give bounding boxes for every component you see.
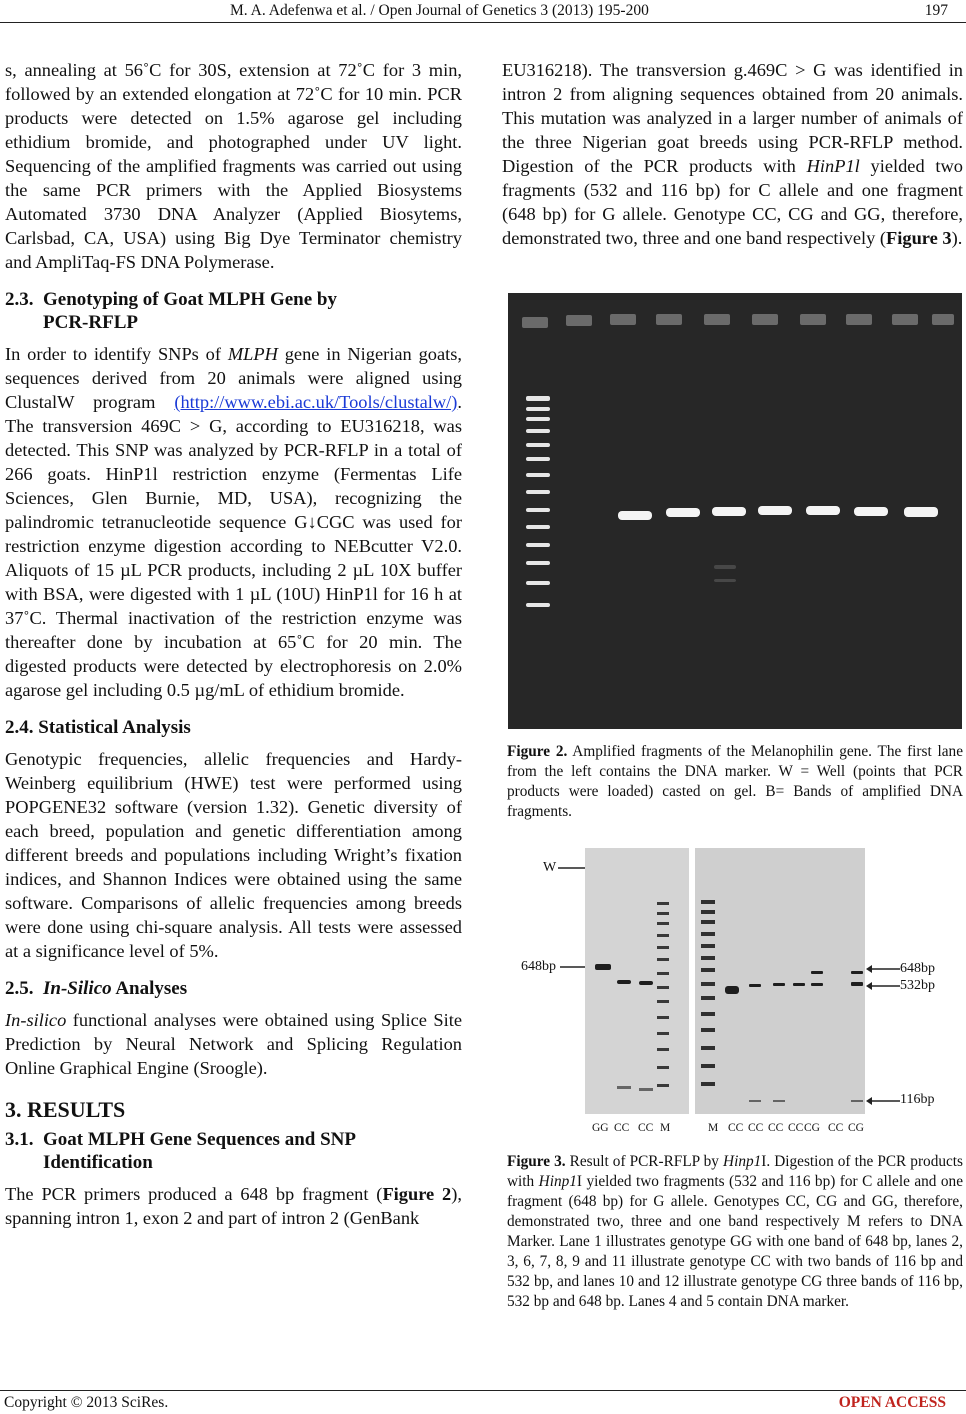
size-label-648-left: 648bp — [521, 959, 556, 974]
clustalw-link[interactable]: (http://www.ebi.ac.uk/Tools/clustalw/) — [174, 392, 458, 412]
left-column — [5, 58, 462, 1230]
size-label-532: 532bp — [900, 978, 935, 993]
page-footer — [0, 1390, 966, 1414]
running-head: M. A. Adefenwa et al. / Open Journal of Genetics 3 (2013) 195-200 — [230, 2, 649, 19]
size-label-648-right: 648bp — [900, 961, 935, 976]
genotype-label: CC — [788, 1122, 804, 1134]
figure-2-gel-image — [508, 293, 962, 729]
size-label-116: 116bp — [900, 1092, 935, 1107]
figure-3-genotype-labels — [592, 1122, 872, 1138]
section-2-3-heading: 2.3. Genotyping of Goat MLPH Gene by PCR-RFLP — [5, 289, 337, 333]
right-column — [502, 58, 963, 250]
statistics-paragraph: Genotypic frequencies, allelic frequencies and Hardy-Weinberg equilibrium (HWE) test were performed using POPGENE32 software (version 1.32). Genetic diversity of each breed, population and genetic differentiation among different breeds and populations including Wright’s fixation indices, and Shannon Indices were obtained using the same software. Comparisons of allelic frequencies among breeds were done using chi-square analysis. All tests were assessed at a significance level of 5%. — [5, 749, 462, 961]
open-access-label: OPEN ACCESS — [838, 1394, 946, 1411]
genotype-label: GG — [592, 1122, 609, 1134]
section-3-1-heading: 3.1. Goat MLPH Gene Sequences and SNP Identification — [5, 1129, 356, 1173]
copyright-text: Copyright © 2013 SciRes. — [4, 1394, 169, 1411]
header-rule — [0, 22, 966, 23]
genotype-label: CC — [614, 1122, 630, 1134]
genotyping-paragraph: In order to identify SNPs of MLPH gene in Nigerian goats, sequences derived from 20 animals were aligned using ClustalW program (http://www.ebi.ac.uk/Tools/clustalw/). The transversion 469C > G, according to EU316218, was detected. This SNP was analyzed by PCR-RFLP in a total of 266 goats. HinP1l restriction enzyme (Fermentas Life Sciences, Glen Burnie, MD, USA), recognizing the palindromic tetranucleotide sequence G↓CGC was used for restriction enzyme digestion according to NEBcutter V2.0. Aliquots of 15 µL PCR products, including 2 µL 10X buffer with BSA, were digested with 1 µL (10U) HinP1l for 16 h at 37˚C. Thermal inactivation of the restriction enzyme was thereafter done by incubation at 65˚C for 20 min. The digested products were detected by electrophoresis on 2.0% agarose gel including 0.5 µg/mL of ethidium bromide. — [5, 344, 462, 700]
size-arrow-icon — [866, 980, 900, 992]
genotype-label: CC — [768, 1122, 784, 1134]
insilico-paragraph: In-silico functional analyses were obtained using Splice Site Prediction by Neural Network and Splicing Regulation Online Graphical Engine (Sroogle). — [5, 1010, 462, 1078]
results-paragraph: The PCR primers produced a 648 bp fragment (Figure 2), spanning intron 1, exon 2 and part of intron 2 (GenBank — [5, 1184, 462, 1228]
genotype-label: CC — [828, 1122, 844, 1134]
section-2-5-heading: 2.5. In-Silico Analyses — [5, 978, 188, 999]
methods-paragraph-pcr: s, annealing at 56˚C for 30S, extension at 72˚C for 3 min, followed by an extended elongation at 72˚C for 10 min. PCR products were detected on 1.5% agarose gel including ethidium bromide, and photographed under UV light. Sequencing of the amplified fragments was carried out using the same PCR primers with the Applied Biosystems Automated 3730 DNA Analyzer (Applied Biosytems, Carlsbad, CA, USA) using Big Dye Terminator chemistry and AmpliTaq-FS DNA Polymerase. — [5, 60, 462, 272]
section-2-4-heading: 2.4. Statistical Analysis — [5, 717, 191, 738]
page-number: 197 — [924, 2, 948, 19]
results-paragraph-continued: EU316218). The transversion g.469C > G was identified in intron 2 from aligning sequences obtained from 20 animals. This mutation was analyzed in a larger number of animals of the three Nigerian goat breeds using PCR-RFLP method. Digestion of the PCR products with HinP1l yielded two fragments (532 and 116 bp) for C allele and one fragment (648 bp) for G allele. Genotype CC, CG and GG, therefore, demonstrated two, three and one band respectively (Figure 3). — [502, 60, 963, 248]
genotype-label: CC — [728, 1122, 744, 1134]
figure-2-caption: Figure 2. Amplified fragments of the Melanophilin gene. The first lane from the left contains the DNA marker. W = Well (points that PCR products were loaded) casted on gel. B= Bands of amplified DNA fragments. — [507, 743, 963, 820]
genotype-label: CC — [748, 1122, 764, 1134]
genotype-label: CG — [848, 1122, 864, 1134]
genotype-label: CG — [804, 1122, 820, 1134]
figure-3-caption: Figure 3. Result of PCR-RFLP by Hinp1I. Digestion of the PCR products with Hinp1I yielded two fragments (532 and 116 bp) for C allele and one fragment (648 bp) for G allele. Genotypes CC, CG and GG, therefore, demonstrated two, three and one band respectively M refers to DNA Marker. Lane 1 illustrates genotype GG with one band of 648 bp, lanes 2, 3, 6, 7, 8, 9 and 11 illustrate genotype CC with two bands of 116 bp and 532 bp, and lanes 10 and 12 illustrate genotype CG three bands of 116 bp, 532 bp and 648 bp. Lanes 4 and 5 contain DNA marker. — [507, 1153, 963, 1310]
footer-rule — [0, 1390, 966, 1391]
results-heading: 3. RESULTS — [5, 1097, 126, 1122]
size-arrow-icon — [866, 963, 900, 975]
genotype-label: CC — [638, 1122, 654, 1134]
genotype-label: M — [660, 1122, 671, 1134]
page-header — [0, 0, 966, 26]
well-label: W — [543, 860, 557, 875]
size-arrow-icon — [866, 1095, 900, 1107]
genotype-label: M — [708, 1122, 719, 1134]
